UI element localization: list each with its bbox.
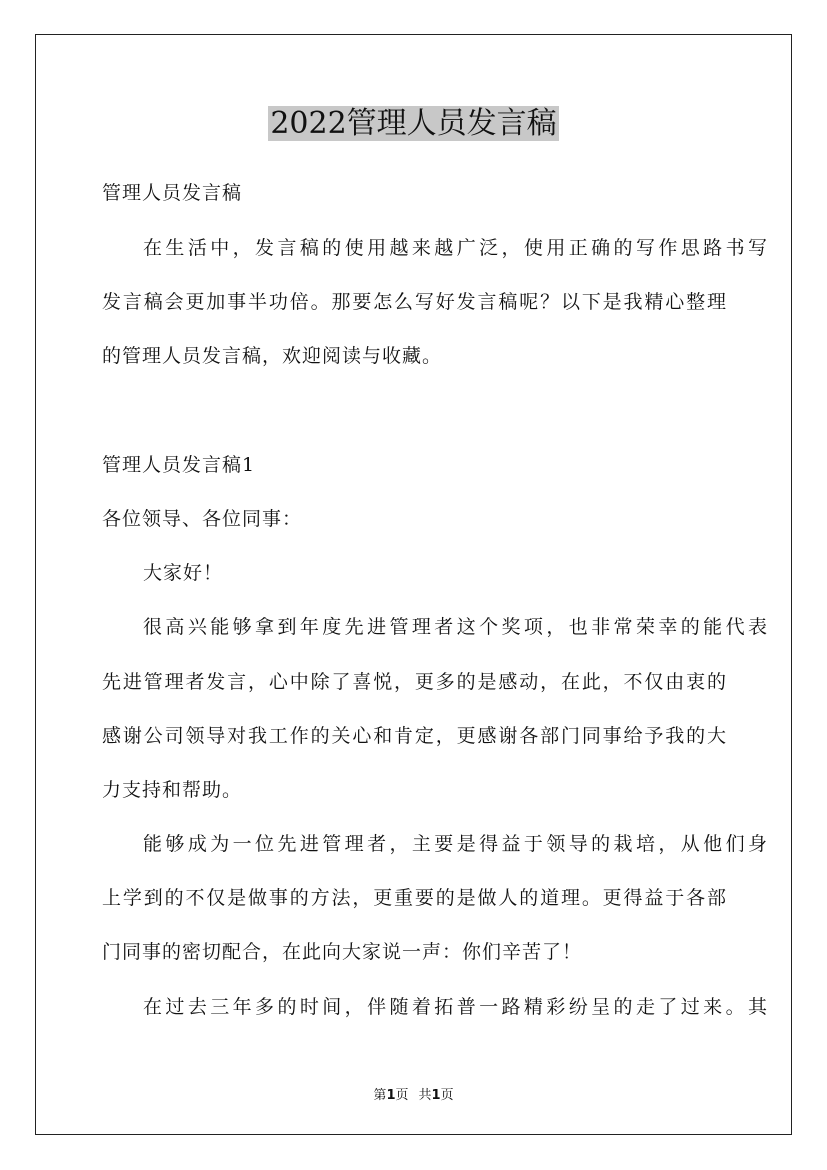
- footer-total-pages: 1: [431, 1088, 441, 1103]
- paragraph2-line-3: 门同事的密切配合，在此向大家说一声：你们辛苦了！: [102, 941, 583, 963]
- footer-page-current: 1: [386, 1088, 396, 1103]
- footer-page-suffix: 页: [395, 1088, 409, 1103]
- paragraph2-line-2: 上学到的不仅是做事的方法，更重要的是做人的道理。更得益于各部: [102, 887, 727, 909]
- intro-line-2: 发言稿会更加事半功倍。那要怎么写好发言稿呢？以下是我精心整理: [102, 291, 727, 313]
- section-heading: 管理人员发言稿1: [102, 454, 256, 476]
- footer-page-prefix: 第: [373, 1088, 387, 1103]
- subtitle: 管理人员发言稿: [102, 182, 243, 204]
- salutation: 各位领导、各位同事：: [102, 508, 303, 530]
- intro-line-1: 在生活中，发言稿的使用越来越广泛，使用正确的写作思路书写: [143, 237, 768, 259]
- paragraph1-line-2: 先进管理者发言，心中除了喜悦，更多的是感动，在此，不仅由衷的: [102, 671, 727, 693]
- paragraph1-line-1: 很高兴能够拿到年度先进管理者这个奖项，也非常荣幸的能代表: [143, 616, 768, 638]
- paragraph1-line-3: 感谢公司领导对我工作的关心和肯定，更感谢各部门同事给予我的大: [102, 725, 727, 747]
- paragraph3-line-1: 在过去三年多的时间，伴随着拓普一路精彩纷呈的走了过来。其: [143, 996, 768, 1018]
- footer-total-suffix: 页: [440, 1088, 454, 1103]
- document-title-text: 2022管理人员发言稿: [270, 106, 557, 141]
- footer-total-prefix: 共: [418, 1088, 432, 1103]
- paragraph1-line-4: 力支持和帮助。: [102, 779, 243, 801]
- document-title: [0, 104, 827, 144]
- paragraph2-line-1: 能够成为一位先进管理者，主要是得益于领导的栽培，从他们身: [143, 833, 768, 855]
- intro-line-3: 的管理人员发言稿，欢迎阅读与收藏。: [102, 345, 443, 367]
- greeting: 大家好！: [143, 562, 224, 584]
- page-footer: [0, 1084, 827, 1103]
